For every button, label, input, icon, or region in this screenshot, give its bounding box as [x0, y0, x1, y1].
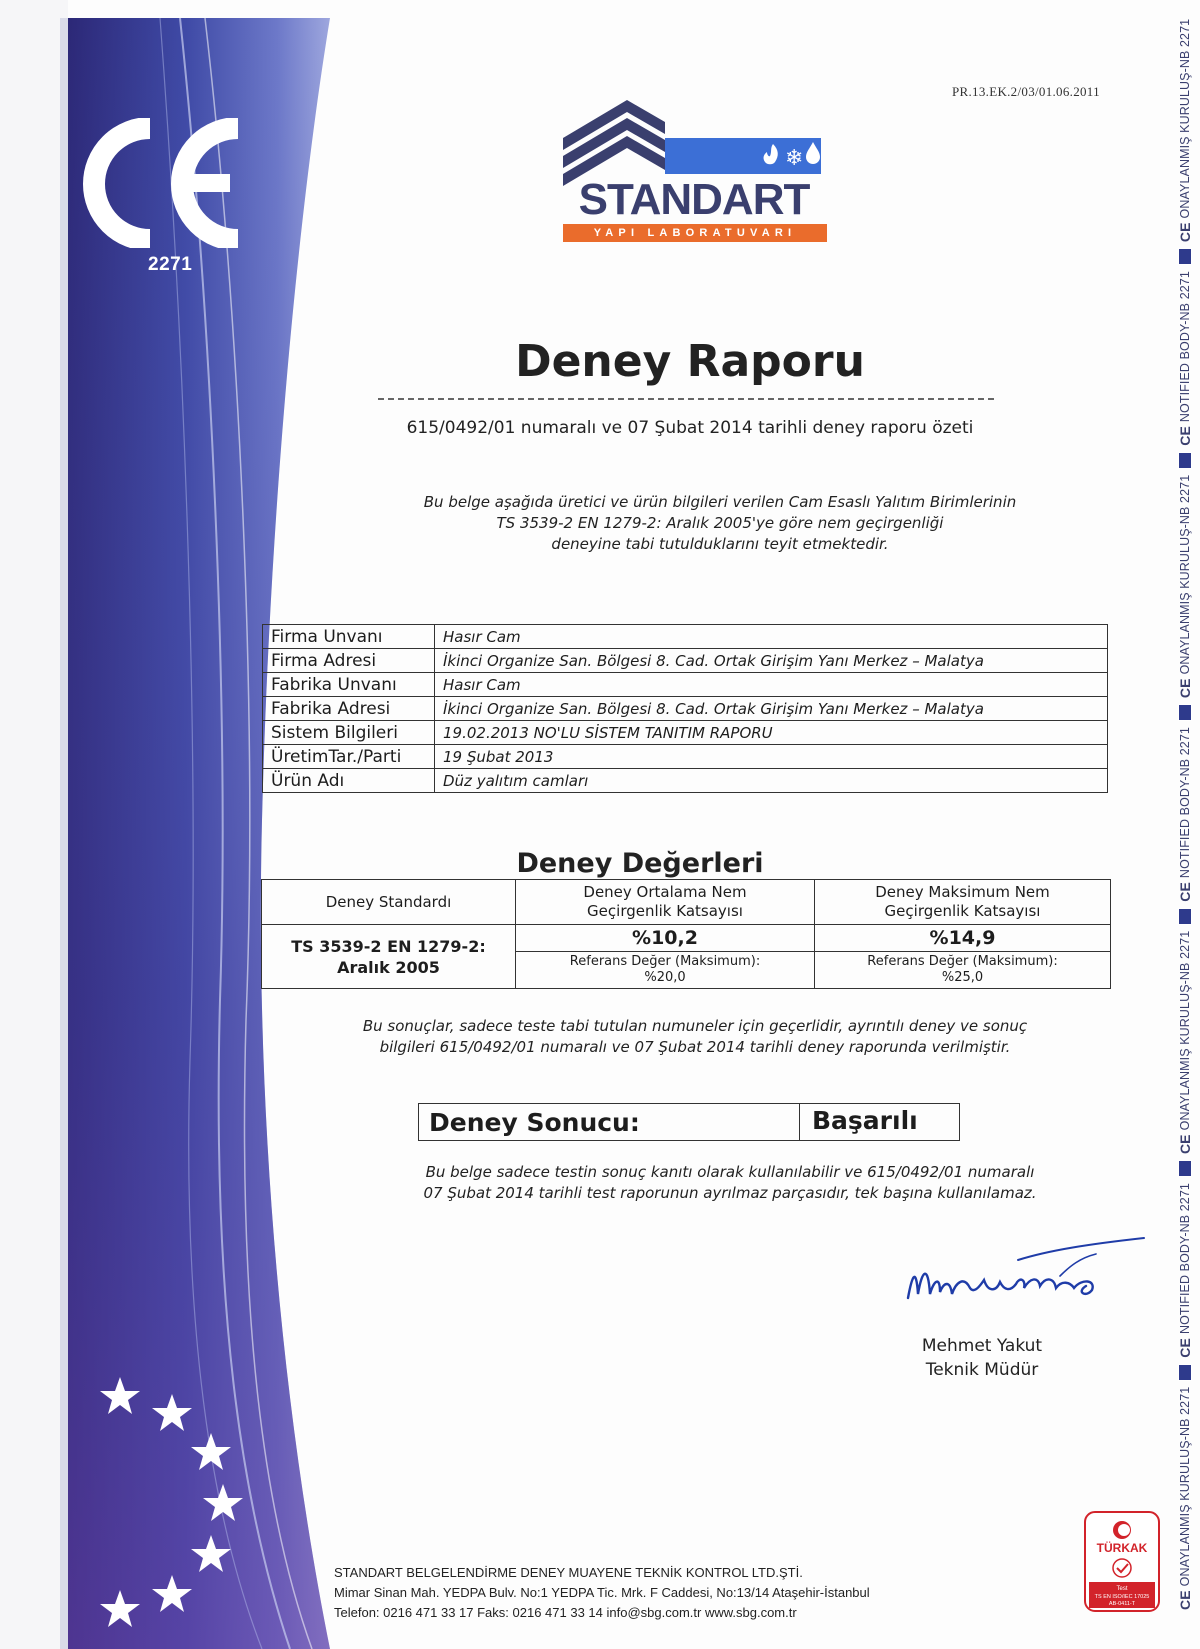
note-line: Bu sonuçlar, sadece teste tabi tutulan numuneler için geçerlidir, ayrıntılı deney ve sonuç	[362, 1017, 1028, 1035]
ce-small-icon: CE	[1177, 882, 1193, 902]
reference-line: Referans Değer (Maksimum):	[569, 954, 761, 969]
turkak-line: Test	[1116, 1586, 1128, 1592]
table-row	[263, 673, 1108, 697]
table-row	[262, 925, 1111, 952]
reference-line: %20,0	[644, 970, 686, 985]
strip-text: ONAYLANMIŞ KURULUŞ-NB 2271	[1178, 474, 1192, 675]
row-label: ÜretimTar./Parti	[263, 745, 435, 769]
row-label: Ürün Adı	[263, 769, 435, 793]
table-row	[263, 697, 1108, 721]
ce-small-icon: CE	[1177, 222, 1193, 243]
eu-flag-icon	[1178, 248, 1192, 265]
report-reference: 615/0492/01 numaralı ve 07 Şubat 2014 tarihli deney raporu özeti	[406, 418, 974, 438]
note-line: bilgileri 615/0492/01 numaralı ve 07 Şubat 2014 tarihli deney raporunda verilmiştir.	[379, 1038, 1011, 1056]
signatory	[862, 1334, 1102, 1382]
footer-line: Telefon: 0216 471 33 17 Faks: 0216 471 33 14 info@sbg.com.tr www.sbg.com.tr	[334, 1605, 797, 1620]
eu-flag-icon	[1178, 908, 1192, 925]
row-label: Fabrika Adresi	[263, 697, 435, 721]
average-value: %10,2	[516, 925, 815, 952]
logo-subtitle: YAPI LABORATUVARI	[563, 224, 827, 242]
svg-text:❄: ❄	[785, 146, 804, 171]
row-label: Sistem Bilgileri	[263, 721, 435, 745]
reference-line: %25,0	[941, 970, 984, 985]
table-row	[263, 649, 1108, 673]
intro-line: Bu belge aşağıda üretici ve ürün bilgileri verilen Cam Esaslı Yalıtım Birimlerinin	[423, 493, 1017, 511]
footer-line: STANDART BELGELENDİRME DENEY MUAYENE TEKNİK KONTROL LTD.ŞTİ.	[334, 1565, 803, 1580]
strip-segment	[1177, 19, 1193, 242]
result-label: Deney Sonucu:	[419, 1104, 800, 1140]
company-info-table	[262, 624, 1108, 793]
ce-small-icon: CE	[1177, 1134, 1193, 1155]
ce-small-icon: CE	[1177, 678, 1193, 699]
title-divider	[378, 398, 994, 400]
header-line: Deney Maksimum Nem	[875, 883, 1050, 901]
signatory-role: Teknik Müdür	[925, 1360, 1039, 1380]
note-line: Bu belge sadece testin sonuç kanıtı olarak kullanılabilir ve 615/0492/01 numaralı	[425, 1163, 1035, 1181]
strip-segment	[1177, 704, 1193, 902]
ce-number: 2271	[148, 254, 193, 275]
average-reference	[516, 952, 815, 989]
footer-line: Mimar Sinan Mah. YEDPA Bulv. No:1 YEDPA Tic. Mrk. F Caddesi, No:13/14 Ataşehir-İstanbul	[334, 1585, 870, 1600]
row-label: Firma Adresi	[263, 649, 435, 673]
table-row	[262, 880, 1111, 925]
document-title: Deney Raporu	[515, 336, 865, 387]
row-label: Firma Unvanı	[263, 625, 435, 649]
signatory-name: Mehmet Yakut	[921, 1336, 1043, 1356]
test-result-box	[418, 1103, 960, 1141]
eu-flag-icon	[1178, 1364, 1192, 1381]
header-line: Geçirgenlik Katsayısı	[884, 902, 1041, 920]
table-row	[263, 625, 1108, 649]
turkak-name: TÜRKAK	[1096, 1541, 1148, 1555]
intro-line: deneyine tabi tutulduklarını teyit etmektedir.	[551, 535, 889, 553]
standard-line: TS 3539-2 EN 1279-2:	[291, 936, 486, 956]
standard-cell	[262, 925, 516, 989]
header-standard: Deney Standardı	[262, 880, 516, 925]
header-average	[516, 880, 815, 925]
row-value: Hasır Cam	[435, 673, 1108, 697]
strip-text: ONAYLANMIŞ KURULUŞ-NB 2271	[1178, 1386, 1192, 1587]
header-line: Geçirgenlik Katsayısı	[587, 902, 743, 920]
company-footer	[334, 1563, 870, 1623]
maximum-value: %14,9	[815, 925, 1111, 952]
row-value: İkinci Organize San. Bölgesi 8. Cad. Ortak Girişim Yanı Merkez – Malatya	[435, 697, 1108, 721]
values-title: Deney Değerleri	[516, 848, 764, 879]
intro-paragraph	[360, 492, 1080, 555]
row-value: 19.02.2013 NO'LU SİSTEM TANITIM RAPORU	[435, 721, 1108, 745]
strip-text: NOTIFIED BODY-NB 2271	[1178, 1183, 1192, 1335]
row-value: İkinci Organize San. Bölgesi 8. Cad. Ortak Girişim Yanı Merkez – Malatya	[435, 649, 1108, 673]
strip-text: ONAYLANMIŞ KURULUŞ-NB 2271	[1178, 18, 1192, 219]
table-row	[263, 745, 1108, 769]
turkak-line: AB-0411-T	[1108, 1601, 1136, 1607]
strip-text: NOTIFIED BODY-NB 2271	[1178, 271, 1192, 423]
table-row	[263, 769, 1108, 793]
strip-text: ONAYLANMIŞ KURULUŞ-NB 2271	[1178, 930, 1192, 1131]
standard-line: Aralık 2005	[337, 957, 440, 977]
row-label: Fabrika Unvanı	[263, 673, 435, 697]
row-value: Hasır Cam	[435, 625, 1108, 649]
intro-line: TS 3539-2 EN 1279-2: Aralık 2005'ye göre nem geçirgenliği	[496, 514, 944, 532]
eu-flag-icon	[1178, 452, 1192, 469]
row-value: Düz yalıtım camları	[435, 769, 1108, 793]
ce-small-icon: CE	[1177, 1590, 1193, 1610]
turkak-accreditation-badge	[1083, 1510, 1161, 1613]
logo-name: STANDART	[578, 175, 810, 224]
strip-segment	[1177, 452, 1193, 698]
eu-flag-icon	[1178, 1160, 1192, 1177]
ce-logo	[78, 118, 248, 248]
handwritten-signature	[900, 1236, 1150, 1316]
turkak-line: TS EN ISO/IEC 17025	[1094, 1594, 1150, 1600]
strip-text: NOTIFIED BODY-NB 2271	[1178, 727, 1192, 879]
notified-body-strip	[1177, 13, 1193, 1610]
eu-flag-icon	[1178, 704, 1192, 721]
result-value: Başarılı	[812, 1106, 918, 1135]
validity-note	[300, 1016, 1090, 1058]
row-value: 19 Şubat 2013	[435, 745, 1108, 769]
strip-segment	[1177, 1364, 1193, 1610]
form-code: PR.13.EK.2/03/01.06.2011	[952, 84, 1100, 99]
strip-segment	[1177, 248, 1193, 446]
header-line: Deney Ortalama Nem	[583, 883, 747, 901]
strip-segment	[1177, 908, 1193, 1154]
reference-line: Referans Değer (Maksimum):	[867, 954, 1058, 969]
strip-segment	[1177, 1160, 1193, 1358]
table-row	[263, 721, 1108, 745]
note-line: 07 Şubat 2014 tarihli test raporunun ayrılmaz parçasıdır, tek başına kullanılamaz.	[423, 1184, 1037, 1202]
test-values-table	[261, 879, 1111, 989]
usage-note	[350, 1162, 1110, 1204]
header-maximum	[815, 880, 1111, 925]
ce-small-icon: CE	[1177, 426, 1193, 446]
maximum-reference	[815, 952, 1111, 989]
ce-small-icon: CE	[1177, 1338, 1193, 1358]
